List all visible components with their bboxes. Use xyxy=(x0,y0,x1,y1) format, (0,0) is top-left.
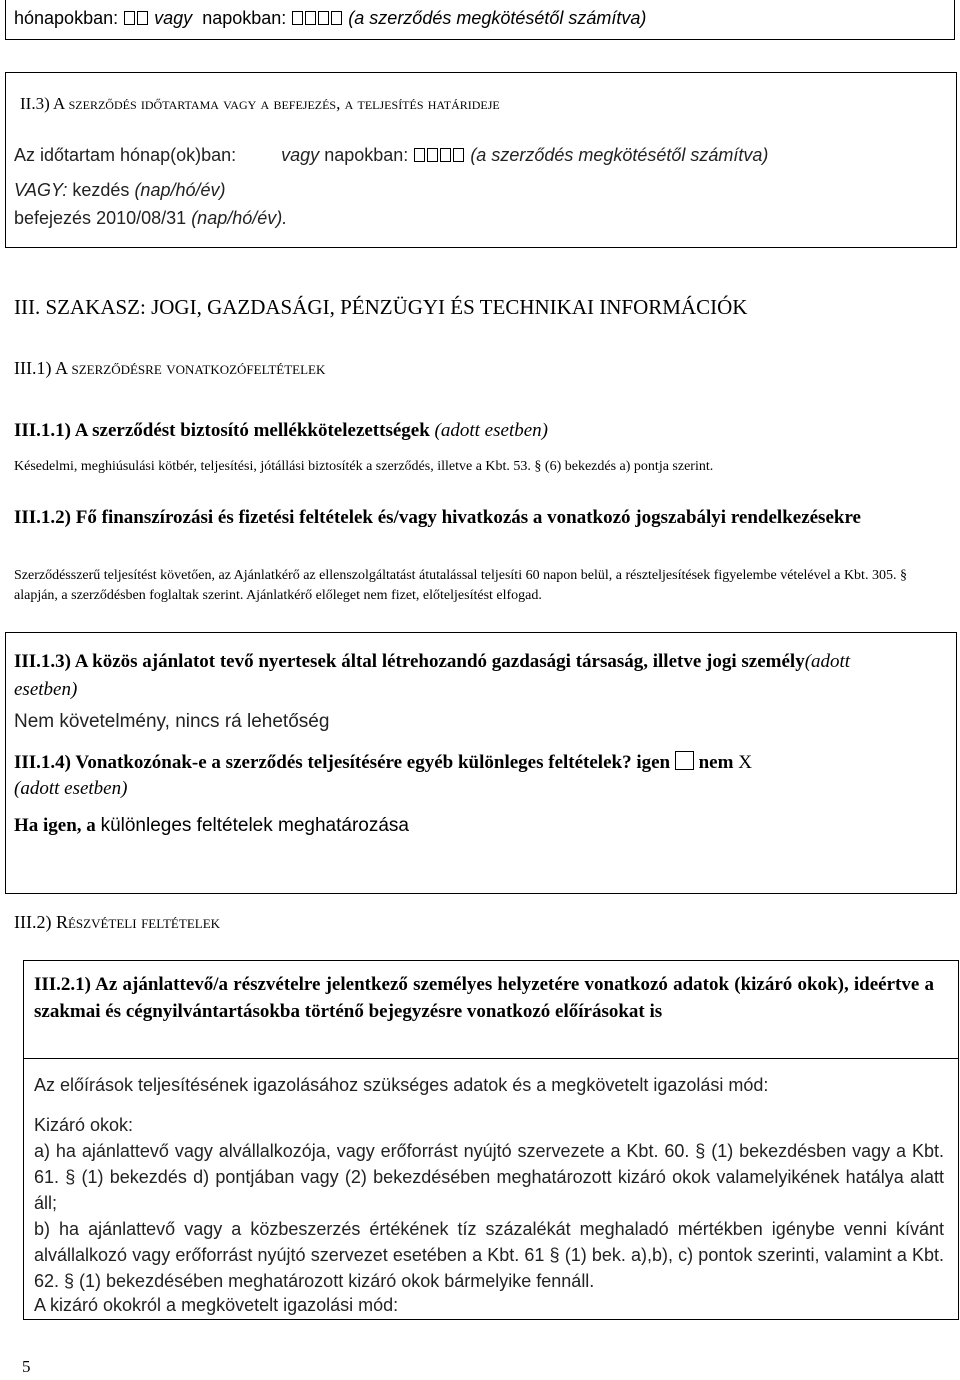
section-iii2-heading: III.2) Részvételi feltételek xyxy=(14,912,221,932)
placeholder-box-icon xyxy=(305,11,316,25)
placeholder-box-icon xyxy=(414,148,425,162)
section-iii-title: III. SZAKASZ: JOGI, GAZDASÁGI, PÉNZÜGYI ÉS TECHNIKAI INFORMÁCIÓK xyxy=(14,295,748,319)
page-number: 5 xyxy=(22,1357,31,1376)
iii14-optional: (adott esetben) xyxy=(14,778,128,799)
iii21-a: a) ha ajánlattevő vagy alvállalkozója, vagy erőforrást nyújtó szervezete a Kbt. 60. § (1) bekezdésben vagy a Kbt. 61. § (1) bekezdés d) pontjában vagy (2) bekezdésében meghatározott kizáró okok valamelyikének hatálya alatt áll; xyxy=(34,1141,944,1213)
iii13-heading: III.1.3) A közös ajánlatot tevő nyertesek által létrehozandó gazdasági társaság, illetve jogi személy(adott esetben) xyxy=(14,651,851,700)
iii21-b: b) ha ajánlattevő vagy a közbeszerzés értékének tíz százalékát meghaladó mértékben igénybe venni kívánt alvállalkozó vagy erőforrást nyújtó szervezet esetében a Kbt. 61 § (1) bek. a),b), c) pontok szerinti, valamint a Kbt. 62. § (1) bekezdésében meghatározott kizáró okok bármelyike fennáll. xyxy=(34,1219,944,1291)
placeholder-box-icon xyxy=(331,11,342,25)
placeholder-box-icon xyxy=(137,11,148,25)
placeholder-box-icon xyxy=(440,148,451,162)
placeholder-box-icon xyxy=(318,11,329,25)
iii12-body: Szerződésszerű teljesítést követően, az Ajánlatkérő az ellenszolgáltatást átutalással teljesíti 60 napon belül, a részteljesítések figyelembe vételével a Kbt. 305. § alapján, a szerződésben foglaltak szerint. Ajánlatkérő előleget nem fizet, előteljesítést elfogad. xyxy=(14,568,907,603)
iii21-kizaro: Kizáró okok: xyxy=(34,1115,134,1135)
iii11-body: Késedelmi, meghiúsulási kötbér, teljesítési, jótállási biztosíték a szerződés, illetve a Kbt. 53. § (6) bekezdés a) pontja szerint. xyxy=(14,459,714,474)
placeholder-box-icon xyxy=(292,11,303,25)
section-iii1-heading: III.1) A szerződésre vonatkozófeltételek xyxy=(14,358,326,378)
placeholder-box-icon xyxy=(427,148,438,162)
iii12-heading: III.1.2) Fő finanszírozási és fizetési feltételek és/vagy hivatkozás a vonatkozó jogszabályi rendelkezésekre xyxy=(14,507,861,528)
section-ii3-line3: befejezés 2010/08/31 (nap/hó/év). xyxy=(14,208,288,228)
iii11-heading: III.1.1) A szerződést biztosító mellékkötelezettségek (adott esetben) xyxy=(14,420,548,441)
igen-checkbox[interactable] xyxy=(675,751,694,770)
iii21-inner-divider xyxy=(23,1058,959,1059)
iii13-body: Nem követelmény, nincs rá lehetőség xyxy=(14,711,330,732)
section-ii3-line2: VAGY: kezdés (nap/hó/év) xyxy=(14,180,226,200)
iii14-if: Ha igen, a különleges feltételek meghatározása xyxy=(14,815,409,836)
iii21-heading: III.2.1) Az ajánlattevő/a részvételre jelentkező személyes helyzetére vonatkozó adatok (kizáró okok), ideértve a szakmai és cégnyilvántartásokba történő bejegyzésre vonatkozó előírásokat is xyxy=(34,974,934,1022)
placeholder-box-icon xyxy=(453,148,464,162)
iii14-heading: III.1.4) Vonatkozónak-e a szerződés teljesítésére egyéb különleges feltételek? igen nem X xyxy=(14,752,752,773)
iii21-intro: Az előírások teljesítésének igazolásához szükséges adatok és a megkövetelt igazolási mód: xyxy=(34,1075,769,1095)
placeholder-box-icon xyxy=(124,11,135,25)
section-ii3-heading: II.3) A szerződés időtartama vagy a befejezés, a teljesítés határideje xyxy=(20,94,500,113)
top-box-line: hónapokban: vagy napokban: (a szerződés megkötésétől számítva) xyxy=(14,8,647,28)
section-ii3-line1: Az időtartam hónap(ok)ban: vagy napokban: (a szerződés megkötésétől számítva) xyxy=(14,145,769,165)
iii21-last: A kizáró okokról a megkövetelt igazolási mód: xyxy=(34,1295,399,1315)
nem-mark: X xyxy=(738,752,752,773)
